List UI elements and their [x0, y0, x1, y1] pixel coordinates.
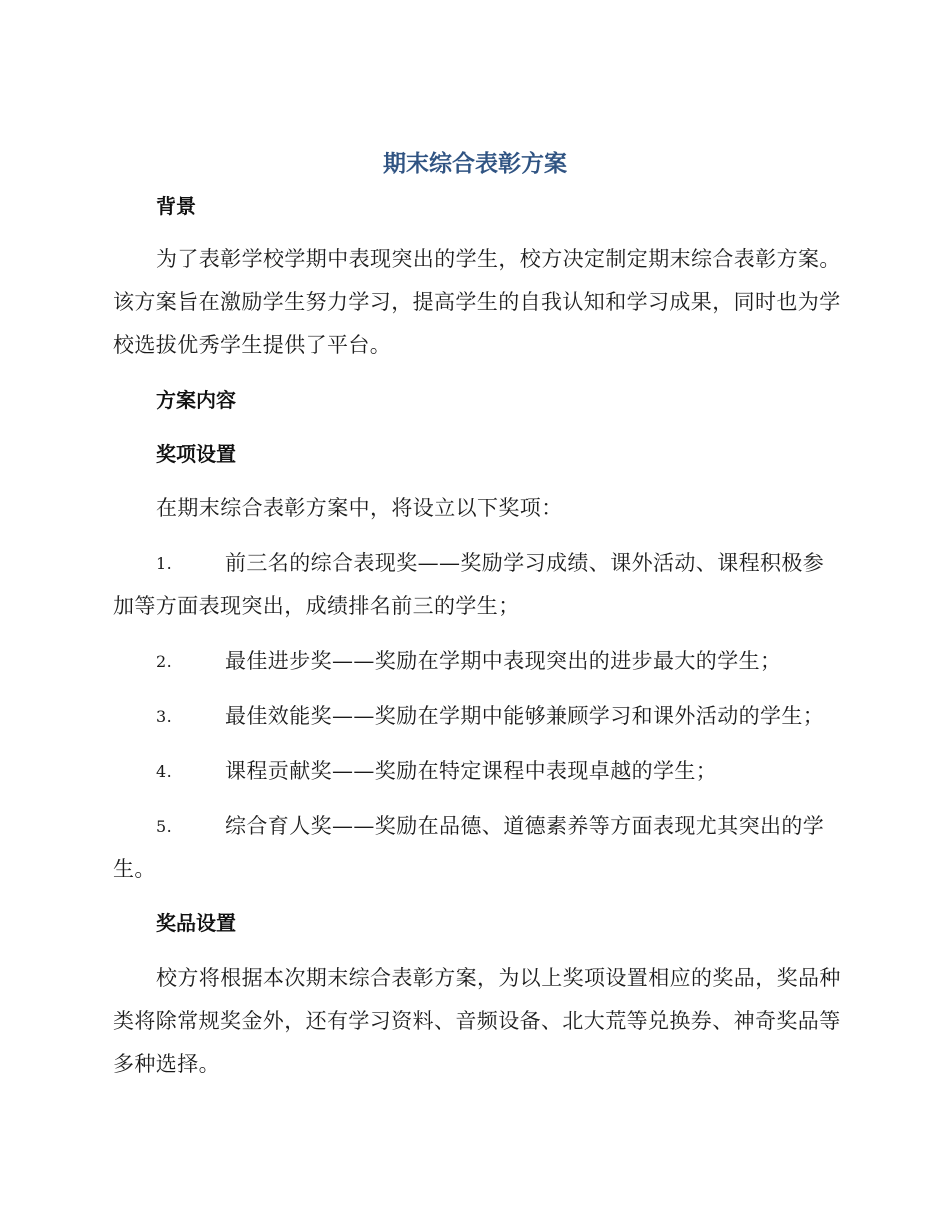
list-item: [113, 750, 843, 793]
list-item-number: 2.: [156, 652, 173, 671]
heading-award-settings: 奖项设置: [156, 442, 236, 466]
list-item-number: 1.: [156, 554, 173, 573]
paragraph-background: 为了表彰学校学期中表现突出的学生，校方决定制定期末综合表彰方案。该方案旨在激励学生努力学习，提高学生的自我认知和学习成果，同时也为学校选拔优秀学生提供了平台。: [113, 247, 841, 357]
document-title: 期末综合表彰方案: [383, 151, 567, 177]
heading-background: 背景: [156, 194, 196, 218]
list-item-number: 3.: [156, 707, 173, 726]
paragraph-awards-intro: 在期末综合表彰方案中，将设立以下奖项：: [156, 496, 563, 520]
list-item-text: 最佳进步奖——奖励在学期中表现突出的进步最大的学生；: [225, 649, 782, 673]
list-item-number: 4.: [156, 762, 173, 781]
list-item: [113, 805, 843, 891]
heading-plan-content: 方案内容: [156, 388, 236, 412]
list-item: [113, 640, 843, 683]
list-item-text: 综合育人奖——奖励在品德、道德素养等方面表现尤其突出的学生。: [113, 814, 825, 881]
list-item: [113, 542, 843, 628]
heading-prize-settings: 奖品设置: [156, 911, 236, 935]
list-item-number: 5.: [156, 817, 173, 836]
list-item-text: 最佳效能奖——奖励在学期中能够兼顾学习和课外活动的学生；: [225, 704, 825, 728]
list-item-text: 课程贡献奖——奖励在特定课程中表现卓越的学生；: [225, 759, 718, 783]
list-item-text: 前三名的综合表现奖——奖励学习成绩、课外活动、课程积极参加等方面表现突出，成绩排名前三的学生；: [113, 551, 825, 618]
paragraph-prizes: 校方将根据本次期末综合表彰方案，为以上奖项设置相应的奖品，奖品种类将除常规奖金外，还有学习资料、音频设备、北大荒等兑换券、神奇奖品等多种选择。: [113, 966, 841, 1076]
list-item: [113, 695, 843, 738]
